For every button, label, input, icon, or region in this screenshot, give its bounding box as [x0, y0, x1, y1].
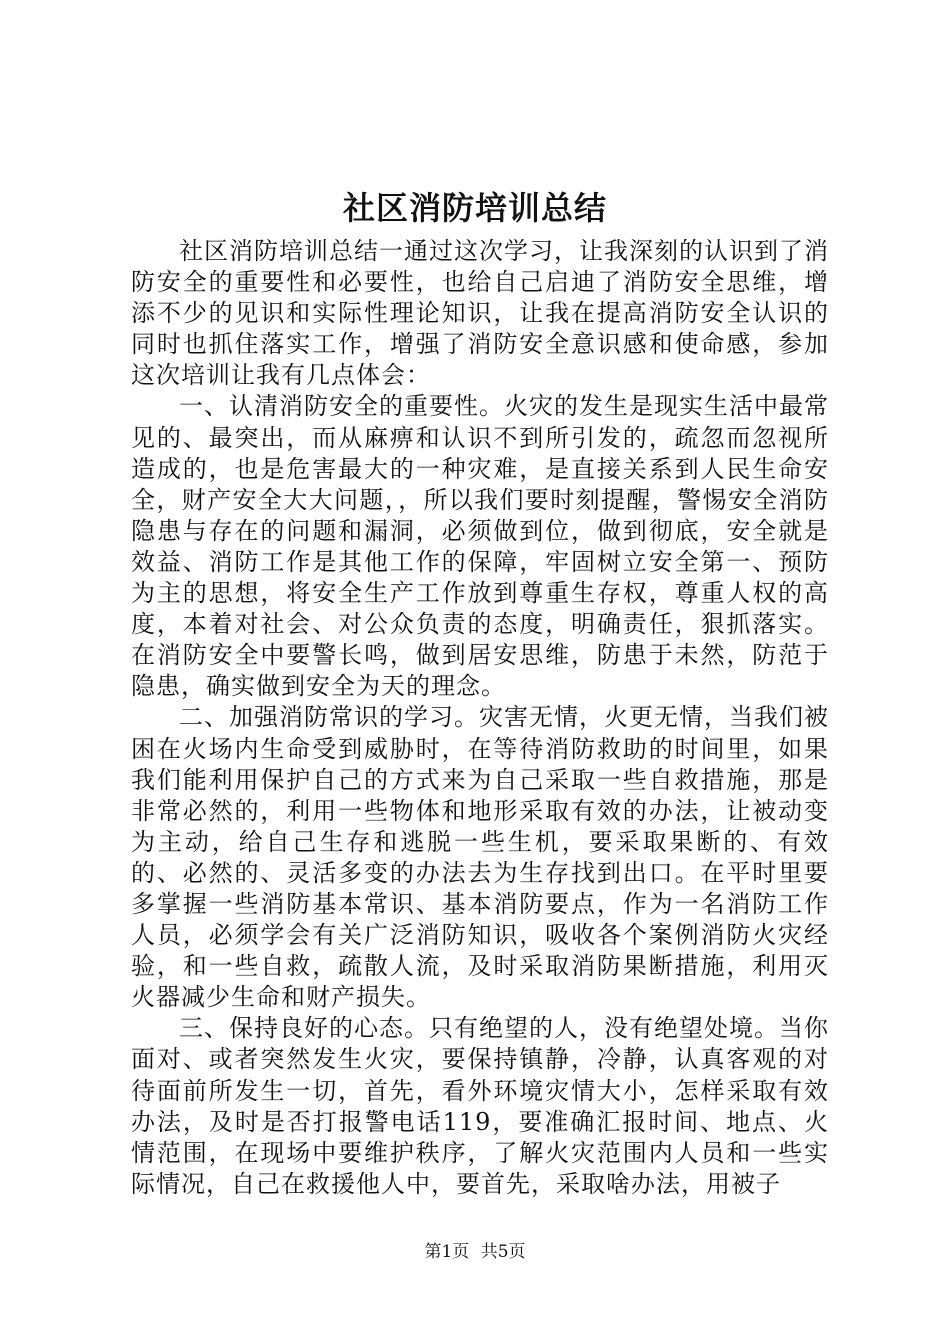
paragraph-section-1: 一、认清消防安全的重要性。火灾的发生是现实生活中最常见的、最突出，而从麻痹和认识不到所引发的，疏忽而忽视所造成的，也是危害最大的一种灾难，是直接关系到人民生命安全，财产安全大大问题，，所以我们要时刻提醒，警惕安全消防隐患与存在的问题和漏洞，必须做到位，做到彻底，安全就是效益、消防工作是其他工作的保障，牢固树立安全第一、预防为主的思想，将安全生产工作放到尊重生存权，尊重人权的高度，本着对社会、对公众负责的态度，明确责任，狠抓落实。在消防安全中要警长鸣，做到居安思维，防患于未然，防范于隐患，确实做到安全为天的理念。	[131, 392, 829, 701]
document-body	[131, 236, 829, 1200]
page-total: 共5页	[480, 1242, 526, 1262]
paragraph-section-2: 二、加强消防常识的学习。灾害无情，火更无情，当我们被困在火场内生命受到威胁时，在等待消防救助的时间里，如果我们能利用保护自己的方式来为自己采取一些自救措施，那是非常必然的，利用一些物体和地形采取有效的办法，让被动变为主动，给自己生存和逃脱一些生机，要采取果断的、有效的、必然的、灵活多变的办法去为生存找到出口。在平时里要多掌握一些消防基本常识、基本消防要点，作为一名消防工作人员，必须学会有关广泛消防知识，吸收各个案例消防火灾经验，和一些自救，疏散人流，及时采取消防果断措施，利用灭火器减少生命和财产损失。	[131, 703, 829, 1012]
page-number: 第1页	[424, 1242, 470, 1262]
page-footer	[0, 1240, 950, 1264]
paragraph-intro: 社区消防培训总结一通过这次学习，让我深刻的认识到了消防安全的重要性和必要性，也给自己启迪了消防安全思维，增添不少的见识和实际性理论知识，让我在提高消防安全认识的同时也抓住落实工作，增强了消防安全意识感和使命感，参加这次培训让我有几点体会：	[131, 237, 829, 390]
document-title: 社区消防培训总结	[342, 189, 607, 227]
paragraph-section-3: 三、保持良好的心态。只有绝望的人，没有绝望处境。当你面对、或者突然发生火灾，要保持镇静，冷静，认真客观的对待面前所发生一切，首先，看外环境灾情大小，怎样采取有效办法，及时是否打报警电话119，要准确汇报时间、地点、火情范围，在现场中要维护秩序，了解火灾范围内人员和一些实际情况，自己在救援他人中，要首先，采取啥办法，用被子	[131, 1014, 829, 1198]
